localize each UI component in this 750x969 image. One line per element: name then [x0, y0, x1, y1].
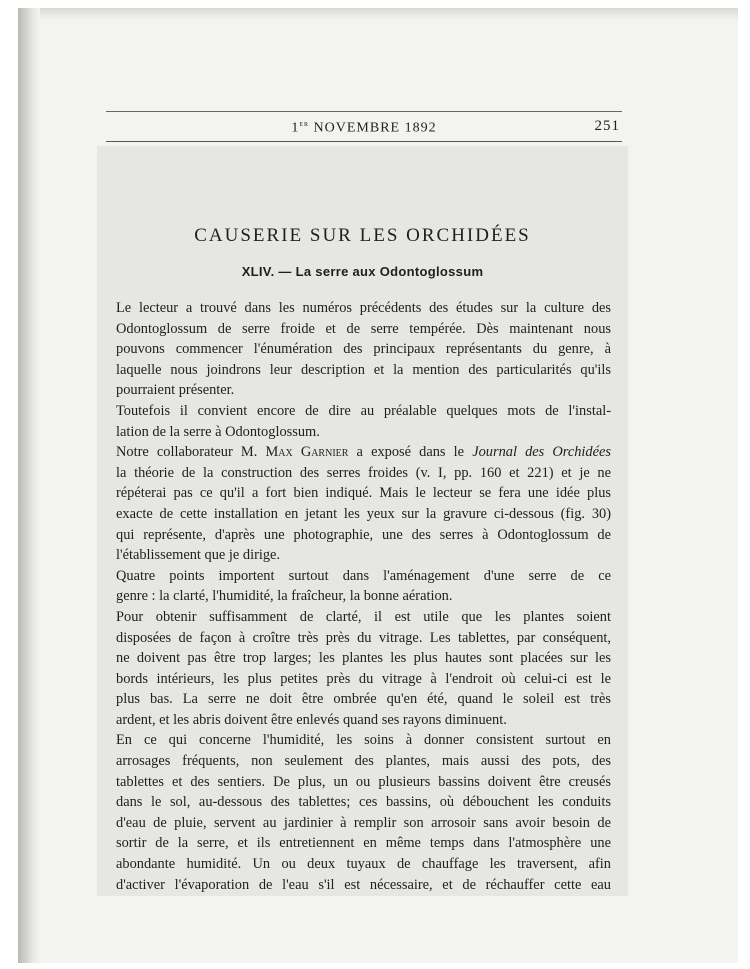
date-month-year: NOVEMBRE 1892 — [313, 120, 437, 136]
body-line: Pour obtenir suffisamment de clarté, il est utile que les plantes soient — [116, 608, 611, 625]
book-spine-shadow — [18, 8, 40, 963]
body-line: exacte de cette installation en jetant les yeux sur la gravure ci-dessous (fig. 30) — [116, 505, 611, 522]
body-line: sortir de la serre, et ils entretiennent en même temps dans l'atmosphère une — [116, 835, 611, 852]
date-day: 1 — [291, 120, 300, 136]
body-line: abondante humidité. Un ou deux tuyaux de chauffage les traversent, afin — [116, 856, 611, 873]
header-rule-top — [106, 111, 622, 112]
body-line: Odontoglossum de serre froide et de serre tempérée. Dès maintenant nous — [116, 320, 611, 337]
body-line: laquelle nous joindrons leur description et la mention des particularités qu'ils — [116, 361, 611, 378]
author-name: Max Garnier — [265, 444, 349, 461]
body-line: tablettes et des sentiers. De plus, un ou plusieurs bassins doivent être creusés — [116, 773, 611, 790]
body-line: dans le sol, au-dessous des tablettes; ces bassins, où débouchent les conduits — [116, 794, 611, 811]
body-line: Le lecteur a trouvé dans les numéros précédents des études sur la culture des — [116, 300, 611, 316]
article-body — [116, 298, 611, 895]
body-line: ne doivent pas être trop larges; les plantes les plus hautes sont placées sur les — [116, 650, 611, 667]
body-line: pourraient présenter. — [116, 382, 235, 399]
body-line: bords intérieurs, les plus petites près du vitrage à l'endroit où celui-ci est le — [116, 670, 611, 687]
running-head — [106, 118, 622, 140]
body-line: répéterai pas ce qu'il a fort bien indiqué. Mais le lecteur se fera une idée plus — [116, 485, 611, 502]
body-line: plus bas. La serre ne doit être ombrée qu'en été, quand le soleil est très — [116, 691, 611, 708]
date-superscript: er — [299, 118, 310, 128]
journal-title: Journal des Orchidées — [472, 444, 611, 461]
article-title: CAUSERIE SUR LES ORCHIDÉES — [194, 225, 531, 246]
body-line: genre : la clarté, l'humidité, la fraîcheur, la bonne aération. — [116, 588, 453, 605]
body-line: disposées de façon à croître très près du vitrage. Les tablettes, par conséquent, — [116, 629, 611, 646]
body-line: Quatre points importent surtout dans l'aménagement d'une serre de ce — [116, 567, 611, 584]
body-line: d'activer l'évaporation de l'eau s'il est nécessaire, et de réchauffer cette eau — [116, 876, 611, 893]
body-line: pouvons commencer l'énumération des principaux représentants du genre, à — [116, 341, 611, 358]
body-line: qui représente, d'après une photographie, une des serres à Odontoglossum de — [116, 526, 611, 543]
body-line: la théorie de la construction des serres froides (v. I, pp. 160 et 221) et je ne — [116, 464, 611, 481]
body-line: lation de la serre à Odontoglossum. — [116, 423, 320, 440]
body-line: l'établissement que je dirige. — [116, 547, 281, 564]
page-top-edge — [40, 8, 738, 20]
body-line: Notre collaborateur M. Max Garnier a exposé dans le Journal des Orchidées — [116, 444, 611, 461]
page-number: 251 — [594, 118, 620, 134]
body-line: ardent, et les abris doivent être enlevés quand ses rayons diminuent. — [116, 711, 507, 728]
body-line: arrosages fréquents, non seulement des plantes, mais aussi des pots, des — [116, 753, 611, 770]
running-head-date — [106, 118, 622, 137]
header-rule-bottom — [106, 141, 622, 142]
article-subtitle: XLIV. — La serre aux Odontoglossum — [241, 264, 484, 279]
body-line: Toutefois il convient encore de dire au préalable quelques mots de l'instal- — [116, 402, 611, 419]
body-line: d'eau de pluie, servent au jardinier à remplir son arrosoir sans avoir besoin de — [116, 814, 611, 831]
body-line: En ce qui concerne l'humidité, les soins à donner consistent surtout en — [116, 732, 611, 749]
